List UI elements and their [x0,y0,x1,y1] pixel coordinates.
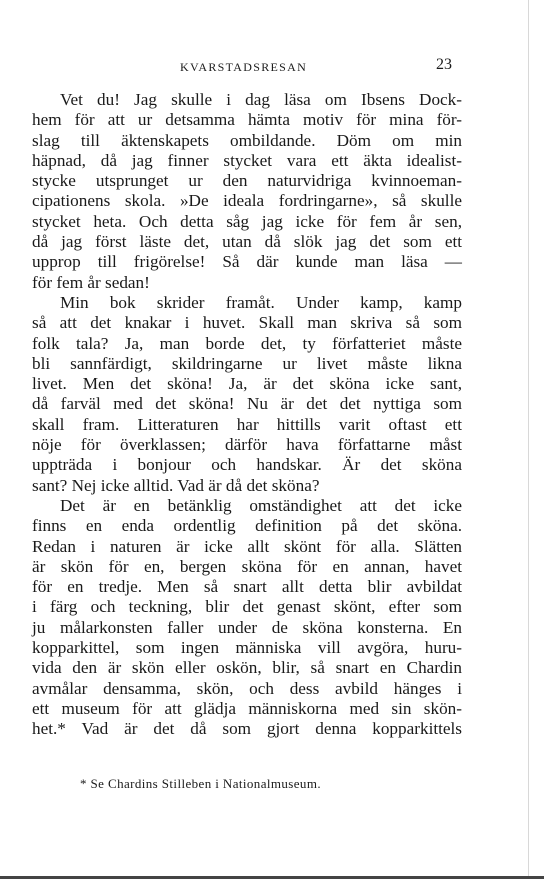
text-line: nöje för överklassen; därför hava författarne måst [32,435,462,455]
text-line: då farväl med det sköna! Nu är det det nyttiga som [32,394,462,414]
text-line: Vet du! Jag skulle i dag läsa om Ibsens Dock- [60,90,462,109]
body-text [32,90,462,740]
text-line: för fem år sedan! [32,272,150,292]
text-line: i färg och teckning, blir det genast skönt, efter som [32,597,462,617]
text-line: hem för att ur detsamma hämta motiv för mina för- [32,110,462,130]
text-line: livet. Men det sköna! Ja, är det sköna icke sant, [32,374,462,394]
running-head-title: KVARSTADSRESAN [180,60,308,74]
text-line: så att det knakar i huvet. Skall man skriva så som [32,313,462,333]
text-line: het.* Vad är det då som gjort denna kopparkittels [32,719,462,739]
text-line: kopparkittel, som ingen människa vill avgöra, huru- [32,638,462,658]
text-line: häpnad, då jag finner stycket vara ett äkta idealist- [32,150,462,170]
text-line: cipationens skola. »De ideala fordringarne», så skulle [32,191,462,211]
text-line: sant? Nej icke alltid. Vad är då det sköna? [32,475,320,495]
text-line: uppträda i bonjour och handskar. Är det sköna [32,455,462,475]
text-line: folk tala? Ja, man borde det, ty författeriet måste [32,333,462,353]
page-number: 23 [436,56,452,73]
text-line: ett museum för att glädja människorna med sin skön- [32,698,462,718]
text-line: slag till äktenskapets ombildande. Döm om min [32,130,462,150]
page-edge-right [528,0,544,879]
text-line: vida den är skön eller oskön, blir, så snart en Chardin [32,658,462,678]
text-line: för en tredje. Men så snart allt detta blir avbildat [32,577,462,597]
text-line: avmålar densamma, skön, och dess avbild hänges i [32,678,462,698]
text-line: är skön för en, bergen sköna för en annan, havet [32,556,462,576]
text-line: upprop till frigörelse! Så där kunde man läsa — [32,252,462,272]
text-line: skall fram. Litteraturen har hittills varit oftast ett [32,414,462,434]
text-line: stycke utsprunget ur den naturvidriga kvinnoeman- [32,171,462,191]
text-line: ju målarkonsten faller under de sköna konsterna. En [32,617,462,637]
text-line: Det är en betänklig omständighet att det icke [60,495,462,515]
text-line: stycket heta. Och detta såg jag icke för fem år sen, [32,211,462,231]
text-line: finns en enda ordentlig definition på det sköna. [32,516,462,536]
text-line: Min bok skrider framåt. Under kamp, kamp [60,292,462,312]
text-line: Redan i naturen är icke allt skönt för alla. Slätten [32,536,462,556]
text-line: bli sannfärdigt, skildringarne ur livet måste likna [32,353,462,373]
text-line: då jag först läste det, utan då slök jag det som ett [32,232,462,252]
running-head [0,56,544,80]
footnote: * Se Chardins Stilleben i Nationalmuseum. [80,776,321,791]
